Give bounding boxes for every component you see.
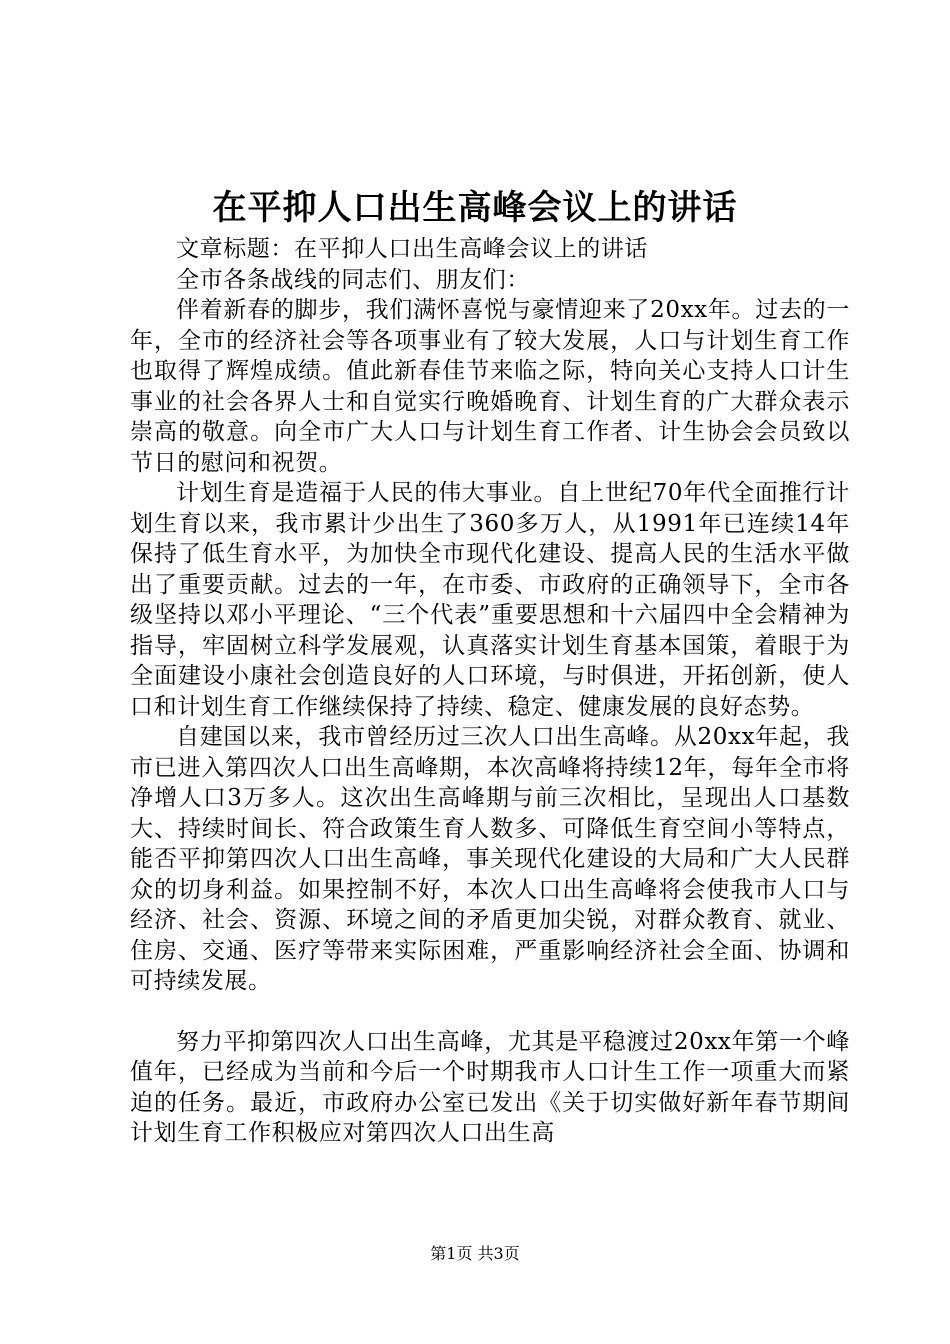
article-label: 文章标题：在平抑人口出生高峰会议上的讲话	[176, 236, 648, 262]
paragraph-2: 计划生育是造福于人民的伟大事业。自上世纪70年代全面推行计划生育以来，我市累计少出生了360多万人，从1991年已连续14年保持了低生育水平，为加快全市现代化建设、提高人民的生活水平做出了重要贡献。过去的一年，在市委、市政府的正确领导下，全市各级坚持以邓小平理论、“三个代表”重要思想和十六届四中全会精神为指导，牢固树立科学发展观，认真落实计划生育基本国策，着眼于为全面建设小康社会创造良好的人口环境，与时俱进，开拓创新，使人口和计划生育工作继续保持了持续、稳定、健康发展的良好态势。	[130, 480, 850, 720]
paragraph-4: 努力平抑第四次人口出生高峰，尤其是平稳渡过20xx年第一个峰值年，已经成为当前和今后一个时期我市人口计生工作一项重大而紧迫的任务。最近，市政府办公室已发出《关于切实做好新年春节期间计划生育工作积极应对第四次人口出生高	[130, 1028, 850, 1146]
document-title: 在平抑人口出生高峰会议上的讲话	[212, 188, 738, 228]
paragraph-1: 伴着新春的脚步，我们满怀喜悦与豪情迎来了20xx年。过去的一年，全市的经济社会等各项事业有了较大发展，人口与计划生育工作也取得了辉煌成绩。值此新春佳节来临之际，特向关心支持人口计生事业的社会各界人士和自觉实行晚婚晚育、计划生育的广大群众表示崇高的敬意。向全市广大人口与计划生育工作者、计生协会会员致以节日的慰问和祝贺。	[130, 297, 850, 476]
page-indicator: 第1页 共3页	[430, 1244, 520, 1263]
paragraph-3: 自建国以来，我市曾经历过三次人口出生高峰。从20xx年起，我市已进入第四次人口出生高峰期，本次高峰将持续12年，每年全市将净增人口3万多人。这次出生高峰期与前三次相比，呈现出人口基数大、持续时间长、符合政策生育人数多、可降低生育空间小等特点，能否平抑第四次人口出生高峰，事关现代化建设的大局和广大人民群众的切身利益。如果控制不好，本次人口出生高峰将会使我市人口与经济、社会、资源、环境之间的矛盾更加尖锐，对群众教育、就业、住房、交通、医疗等带来实际困难，严重影响经济社会全面、协调和可持续发展。	[130, 724, 850, 994]
page-footer	[0, 1244, 950, 1264]
document-body	[130, 234, 850, 1149]
salutation: 全市各条战线的同志们、朋友们：	[176, 266, 530, 293]
